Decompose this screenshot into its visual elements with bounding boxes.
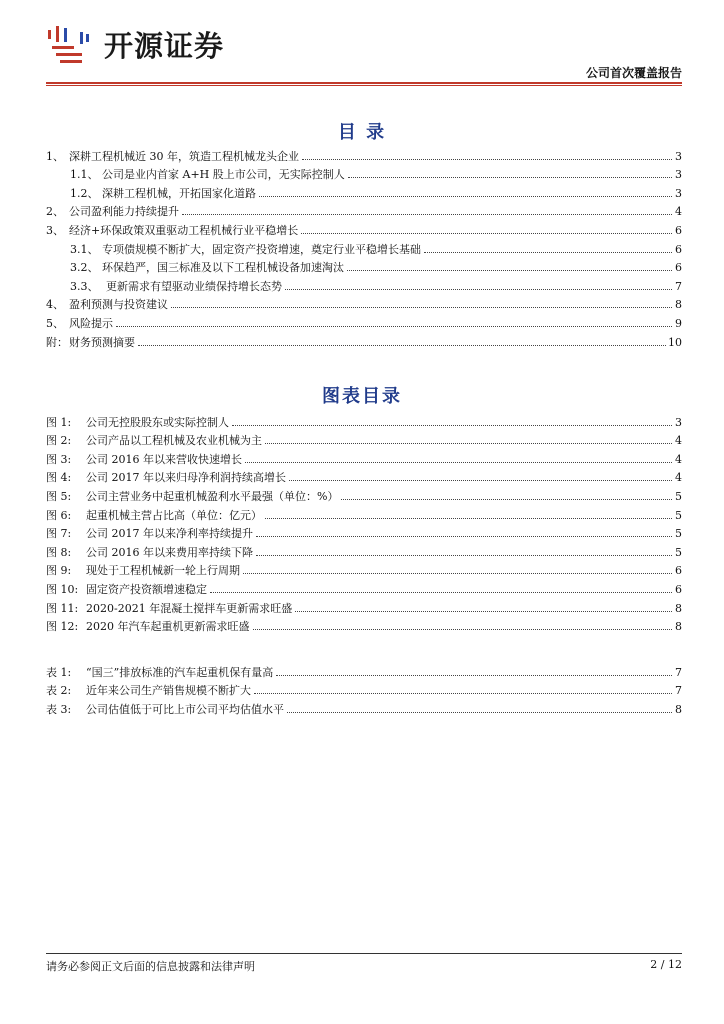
toc-entry-page: 8 (675, 298, 682, 312)
leader-dots (301, 232, 672, 234)
toc-entry-text: 环保趋严，国三标准及以下工程机械设备加速淘汰 (102, 261, 344, 275)
figure-page: 5 (675, 489, 682, 503)
toc-entry-number: 3、 (46, 223, 64, 237)
figure-entry[interactable] (46, 522, 682, 541)
leader-dots (253, 628, 673, 630)
toc-entry-page: 6 (675, 242, 682, 256)
footer-disclaimer: 请务必参阅正文后面的信息披露和法律声明 (46, 960, 255, 973)
figure-caption: 2020 年汽车起重机更新需求旺盛 (86, 620, 250, 634)
figure-entry[interactable] (46, 429, 682, 448)
toc-entry-page: 6 (675, 261, 682, 275)
company-logo (46, 22, 224, 66)
figure-page: 5 (675, 545, 682, 559)
figure-number: 图 2: (46, 434, 72, 448)
toc-entry-text: 财务预测摘要 (69, 335, 135, 349)
toc-entry[interactable] (46, 181, 682, 200)
figure-entry[interactable] (46, 466, 682, 485)
table-number: 表 1: (46, 665, 72, 679)
toc-entry-number: 1、 (46, 149, 64, 163)
table-page: 7 (675, 684, 682, 698)
toc-entry-text: 风险提示 (69, 316, 113, 330)
toc-entry-text: 公司盈利能力持续提升 (69, 205, 179, 219)
figure-caption: 起重机械主营占比高（单位：亿元） (86, 508, 262, 522)
toc-entry-text: 专项债规模不断扩大，固定资产投资增速，奠定行业平稳增长基础 (102, 242, 421, 256)
toc-entry-page: 10 (668, 335, 682, 349)
figure-number: 图 7: (46, 527, 72, 541)
figure-number: 图 11: (46, 601, 79, 615)
figure-caption: 现处于工程机械新一轮上行周期 (86, 564, 240, 578)
figure-page: 8 (675, 620, 682, 634)
leader-dots (243, 572, 672, 574)
leader-dots (276, 674, 672, 676)
figure-page: 3 (675, 415, 682, 429)
toc-entry-number: 4、 (46, 298, 64, 312)
toc-entry-number: 1.1、 (70, 168, 99, 182)
leader-dots (347, 269, 672, 271)
toc-entry[interactable] (46, 144, 682, 163)
figure-caption: 公司 2017 年以来归母净利润持续高增长 (86, 471, 286, 485)
figure-entry[interactable] (46, 615, 682, 634)
toc-entry-number: 2、 (46, 205, 64, 219)
figure-number: 图 12: (46, 620, 79, 634)
table-of-contents (46, 144, 682, 349)
leader-dots (289, 479, 672, 481)
leader-dots (424, 251, 672, 253)
leader-dots (265, 442, 672, 444)
figure-caption: 公司产品以工程机械及农业机械为主 (86, 434, 262, 448)
leader-dots (265, 517, 672, 519)
toc-entry-number: 3.1、 (70, 242, 99, 256)
toc-entry-number: 3.2、 (70, 261, 99, 275)
toc-entry-number: 1.2、 (70, 186, 99, 200)
figure-caption: 公司 2016 年以来营收快速增长 (86, 452, 242, 466)
toc-entry-text: 更新需求有望驱动业绩保持增长态势 (106, 279, 282, 293)
header-rule (46, 82, 682, 84)
toc-entry[interactable] (46, 293, 682, 312)
logo-mark-icon (46, 22, 102, 66)
toc-entry[interactable] (46, 163, 682, 182)
toc-entry[interactable] (46, 200, 682, 219)
table-page: 8 (675, 702, 682, 716)
toc-entry-number: 5、 (46, 316, 64, 330)
figure-caption: 2020-2021 年混凝土搅拌车更新需求旺盛 (86, 601, 293, 615)
figure-entry[interactable] (46, 503, 682, 522)
figure-number: 图 4: (46, 471, 72, 485)
table-entry[interactable] (46, 679, 682, 698)
toc-entry-text: 深耕工程机械，开拓国家化道路 (102, 186, 256, 200)
figure-entry[interactable] (46, 540, 682, 559)
toc-entry[interactable] (46, 218, 682, 237)
figure-entry[interactable] (46, 410, 682, 429)
toc-entry[interactable] (46, 274, 682, 293)
figure-entry[interactable] (46, 596, 682, 615)
figure-entry[interactable] (46, 577, 682, 596)
figure-page: 5 (675, 527, 682, 541)
table-entry[interactable] (46, 697, 682, 716)
table-caption: 近年来公司生产销售规模不断扩大 (86, 684, 251, 698)
footer-rule (46, 953, 682, 954)
page-header (46, 20, 682, 84)
report-type-label: 公司首次覆盖报告 (585, 66, 682, 80)
toc-entry-text: 经济+环保政策双重驱动工程机械行业平稳增长 (69, 223, 299, 237)
table-page: 7 (675, 665, 682, 679)
toc-entry-text: 盈利预测与投资建议 (69, 298, 168, 312)
toc-entry-page: 7 (675, 279, 682, 293)
table-number: 表 3: (46, 702, 72, 716)
figure-number: 图 3: (46, 452, 72, 466)
toc-entry[interactable] (46, 256, 682, 275)
toc-entry-page: 3 (675, 186, 682, 200)
leader-dots (182, 213, 672, 215)
figure-entry[interactable] (46, 447, 682, 466)
figure-caption: 公司 2016 年以来费用率持续下降 (86, 545, 253, 559)
tables-list (46, 660, 682, 716)
toc-entry-page: 3 (675, 149, 682, 163)
figure-page: 4 (675, 471, 682, 485)
figure-number: 图 6: (46, 508, 72, 522)
leader-dots (232, 424, 672, 426)
page-indicator: 2 / 12 (650, 958, 682, 971)
toc-entry-number: 3.3、 (70, 279, 99, 293)
leader-dots (245, 461, 672, 463)
toc-entry[interactable] (46, 330, 682, 349)
figure-entry[interactable] (46, 559, 682, 578)
leader-dots (285, 288, 672, 290)
figure-number: 图 10: (46, 582, 79, 596)
table-caption: “国三”排放标准的汽车起重机保有量高 (86, 665, 274, 679)
figure-number: 图 9: (46, 564, 72, 578)
leader-dots (256, 535, 672, 537)
figure-number: 图 1: (46, 415, 72, 429)
toc-entry-page: 4 (675, 205, 682, 219)
logo-text: 开源证券 (104, 28, 225, 63)
figure-page: 6 (675, 564, 682, 578)
leader-dots (254, 692, 672, 694)
table-entry[interactable] (46, 660, 682, 679)
toc-entry-number: 附： (46, 335, 68, 349)
toc-entry-text: 公司是业内首家 A+H 股上市公司，无实际控制人 (102, 168, 345, 182)
figures-list-title: 图表目录 (322, 386, 402, 407)
toc-entry-text: 深耕工程机械近 30 年，筑造工程机械龙头企业 (69, 149, 299, 163)
header-rule-thin (46, 85, 682, 86)
leader-dots (256, 554, 672, 556)
table-caption: 公司估值低于可比上市公司平均估值水平 (86, 702, 284, 716)
leader-dots (138, 344, 666, 346)
figure-page: 4 (675, 452, 682, 466)
figure-number: 图 8: (46, 545, 72, 559)
figure-page: 4 (675, 434, 682, 448)
figure-entry[interactable] (46, 484, 682, 503)
leader-dots (295, 610, 672, 612)
toc-entry[interactable] (46, 237, 682, 256)
figure-page: 8 (675, 601, 682, 615)
leader-dots (348, 176, 672, 178)
leader-dots (287, 711, 672, 713)
leader-dots (259, 195, 672, 197)
figure-caption: 公司无控股股东或实际控制人 (86, 415, 229, 429)
figure-caption: 公司 2017 年以来净利率持续提升 (86, 527, 253, 541)
figure-caption: 公司主营业务中起重机械盈利水平最强（单位：%） (86, 489, 339, 503)
leader-dots (341, 498, 672, 500)
toc-entry-page: 9 (675, 316, 682, 330)
toc-entry[interactable] (46, 311, 682, 330)
leader-dots (210, 591, 672, 593)
leader-dots (171, 306, 672, 308)
figure-page: 6 (675, 582, 682, 596)
toc-entry-page: 6 (675, 223, 682, 237)
toc-title: 目 录 (337, 122, 387, 143)
figure-caption: 固定资产投资额增速稳定 (86, 582, 207, 596)
leader-dots (116, 325, 672, 327)
figure-number: 图 5: (46, 489, 72, 503)
figure-page: 5 (675, 508, 682, 522)
toc-entry-page: 3 (675, 168, 682, 182)
figures-list (46, 410, 682, 633)
table-number: 表 2: (46, 684, 72, 698)
leader-dots (302, 158, 672, 160)
